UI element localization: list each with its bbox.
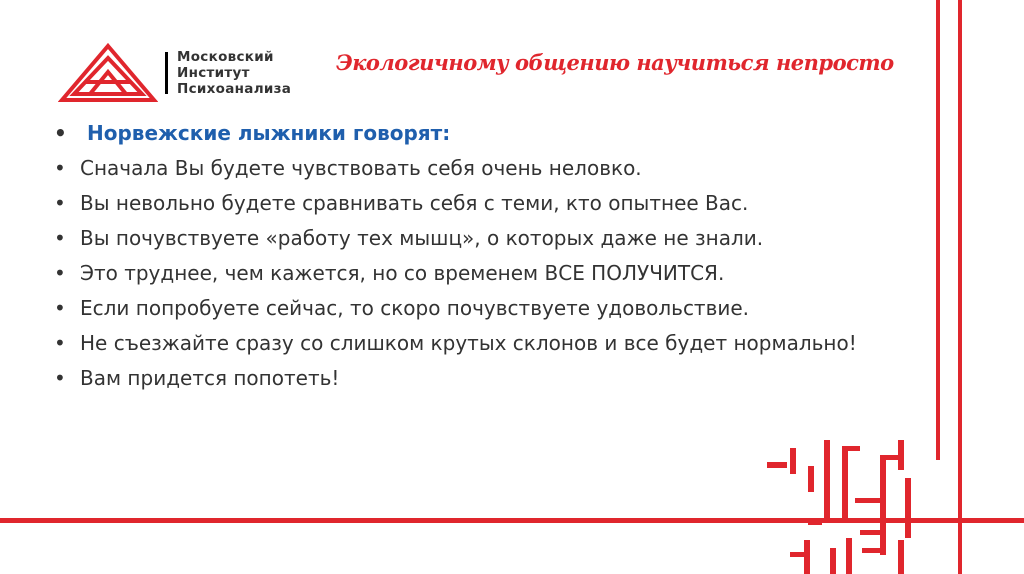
bullet-item: • Вы невольно будете сравнивать себя с теми, кто опытнее Вас. [54,188,884,218]
bullet-list [54,118,884,398]
bullet-item: • Вам придется попотеть! [54,363,884,393]
institute-name-line-2: Институт [177,65,250,81]
bullet-item: • Не съезжайте сразу со слишком крутых склонов и все будет нормально! [54,328,884,358]
slide-title: Экологичному общению научиться непросто [336,50,894,75]
institute-name-line-1: Московский [177,49,274,65]
bullet-item: • Если попробуете сейчас, то скоро почувствуете удовольствие. [54,293,884,323]
logo-divider [165,52,168,94]
bullet-item: • Это труднее, чем кажется, но со временем ВСЕ ПОЛУЧИТСЯ. [54,258,884,288]
triangle-knot-logo-icon [58,42,158,104]
bullet-item: • Вы почувствуете «работу тех мышц», о которых даже не знали. [54,223,884,253]
bullet-lead: • Норвежские лыжники говорят: [54,118,884,148]
institute-name-line-3: Психоанализа [177,81,292,97]
institute-name [177,49,291,97]
bullet-item: • Сначала Вы будете чувствовать себя очень неловко. [54,153,884,183]
